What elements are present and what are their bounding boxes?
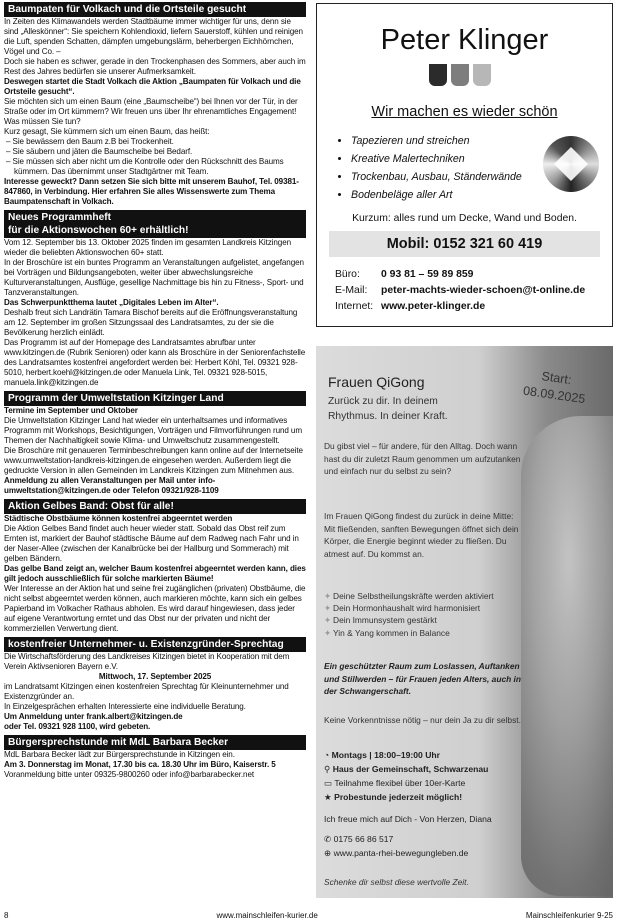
paragraph: Interesse geweckt? Dann setzen Sie sich bitte mit unserem Bauhof, Tel. 09381-847860, in Verbindung. Hier erfahren Sie alles Wissenswerte zum Thema Baumpatenschaft in Volkach.	[4, 177, 299, 206]
paragraph: Vom 12. September bis 13. Oktober 2025 finden im gesamten Landkreis Kitzingen wieder die beliebten Aktionswochen 60+ statt.	[4, 238, 291, 257]
info-time: Montags | 18:00–19:00 Uhr	[331, 750, 441, 760]
paragraph: Kurz gesagt, Sie kümmern sich um einen Baum, das heißt:	[4, 127, 210, 136]
headline-line: für die Aktionswochen 60+ erhältlich!	[8, 225, 189, 236]
sparkle-icon: ✦	[324, 603, 332, 614]
info-trial: Probestunde jederzeit möglich!	[334, 792, 463, 802]
service-item: • Bodenbeläge aller Art	[351, 186, 522, 204]
contact-value[interactable]: 0 93 81 – 59 89 859	[381, 269, 474, 280]
color-wheel-icon	[543, 136, 599, 192]
page-number: 8	[4, 911, 9, 920]
paragraph: oder Tel. 09321 928 1100, wird gebeten.	[4, 722, 151, 731]
tagline-rest: : alles rund um Decke, Wand und Boden.	[387, 213, 577, 224]
paragraph: Die Umweltstation Kitzinger Land hat wieder ein unterhaltsames und informatives Programm mit Workshops, Besichtigungen, Vorträgen und Filmvorführungen rund um Themen der Nachhaltigkeit sowie Klima- und Umweltschutz zusammengestellt.	[4, 416, 302, 445]
brand-name: Peter Klinger	[380, 24, 549, 56]
paint-buckets-logo	[429, 64, 491, 86]
paragraph: Im Frauen QiGong findest du zurück in deine Mitte: Mit fließenden, sanften Bewegungen öffnet sich dein Körper, die Energie beginnt wieder zu fließen. Du atmest auf. Du kommst an.	[324, 511, 519, 559]
benefit-text: Deine Selbstheilungskräfte werden aktiviert	[333, 591, 494, 601]
greeting: Ich freue mich auf Dich - Von Herzen, Diana	[324, 814, 492, 824]
benefit-item	[324, 602, 494, 614]
slogan: Wir machen es wieder schön	[371, 104, 558, 120]
info-place: Haus der Gemeinschaft, Schwarzenau	[332, 764, 489, 774]
ad-peter-klinger	[316, 3, 613, 327]
headline-gelbes-band: Aktion Gelbes Band: Obst für alle!	[4, 499, 306, 514]
benefits-list	[324, 590, 494, 639]
ticket-icon: ▭	[324, 778, 335, 788]
article-buergersprechstunde	[4, 735, 306, 780]
ad-title: Frauen QiGong	[328, 374, 425, 390]
paragraph: Anmeldung zu allen Veranstaltungen per Mail unter info-umweltstation@kitzingen.de oder Telefon 09321/928-1109	[4, 476, 219, 495]
ad-frauen-qigong	[316, 346, 613, 898]
paragraph: Sie möchten sich um einen Baum (eine „Baumscheibe“) bei Ihnen vor der Tür, in der Straße oder im Ort kümmern? Wir freuen uns über Ihr ehrenamtliches Engagement! Was müssen Sie tun?	[4, 97, 298, 126]
list-item: – Sie bewässern den Baum z.B bei Trockenheit.	[6, 137, 174, 146]
highlight-bold: Ein geschützter Raum zum Loslassen, Auftanken und Stillwerden – für Frauen jeden Alters, auch in der Schwangerschaft.	[324, 661, 522, 696]
paragraph: Mittwoch, 17. September 2025	[98, 672, 212, 681]
contact-label: Büro:	[335, 269, 360, 280]
services-list	[337, 132, 522, 204]
info-row	[324, 748, 492, 762]
contact-block	[335, 267, 585, 315]
headline-programmheft	[4, 210, 306, 238]
headline-sprechtag: kostenfreier Unternehmer- u. Existenzgründer-Sprechtag	[4, 637, 306, 652]
paragraph: Die Aktion Gelbes Band findet auch heuer wieder statt. Sobald das Obst reif zum Ernten ist, markiert der Bauhof städtische Bäume auf dem Radweg nach Fahr und in der Naser-Allee (zwischen der Kanalbrücke bei der Hallburg und Sommerach) mit gelben Bändern.	[4, 524, 299, 563]
ad-footer: Schenke dir selbst diese wertvolle Zeit.	[324, 877, 469, 887]
issue-label: Mainschleifenkurier 9-25	[525, 911, 613, 920]
benefit-text: Dein Hormonhaushalt wird harmonisiert	[333, 603, 481, 614]
article-umweltstation	[4, 391, 306, 496]
start-label: Start:	[540, 369, 573, 388]
clock-icon: ◔	[324, 750, 332, 760]
paragraph: Die Broschüre mit genaueren Terminbeschreibungen kann online auf der Internetseite www.umweltstation-landkreis-kitzingen.de eingesehen werden. Außerdem liegt die gedruckte Version in allen Gemeinden im Landkreis Kitzingen zum Mitnehmen aus.	[4, 446, 303, 475]
paragraph: Städtische Obstbäume können kostenfrei abgeerntet werden	[4, 514, 233, 523]
paragraph: im Landratsamt Kitzingen einen kostenfreien Sprechtag für Kleinunternehmer und Existenzgründer an.	[4, 682, 289, 701]
paragraph: Das Programm ist auf der Homepage des Landratsamtes abrufbar unter www.kitzingen.de (Rubrik Senioren) oder kann als Broschüre in der Seniorenfachstelle des Landratsamtes kostenfrei angefordert werden bei: Herbert Köhl, Tel. 09321 928-5010, herbert.koehl@kitzingen.de oder Manuela Link, Tel. 09321 928-5015, manuela.link@kitzingen.de	[4, 338, 306, 387]
article-sprechtag	[4, 637, 306, 732]
contact-row	[335, 299, 585, 315]
info-row	[324, 776, 492, 790]
benefit-text: Dein Immunsystem gestärkt	[333, 615, 437, 626]
paragraph: In der Broschüre ist ein buntes Programm an Veranstaltungen aufgelistet, angefangen bei Vorträgen und Bildungsangeboten, weiter über abwechslungsreiche Kulturveranstaltungen, Ausflüge, gesellige Nachmittage bis hin zu Fitness-, Sport- und Tanzveranstaltungen.	[4, 258, 304, 297]
website-link[interactable]: www.panta-rhei-bewegungleben.de	[333, 848, 469, 858]
paint-bucket-icon	[451, 64, 469, 86]
phone-icon: ✆	[324, 834, 334, 844]
info-row	[324, 790, 492, 804]
left-column	[4, 2, 306, 781]
ad-subtitle	[328, 394, 448, 424]
paragraph: Doch sie haben es schwer, gerade in den Trockenphasen des Sommers, aber auch im Rest des Jahres bedürfen sie unserer Aufmerksamkeit.	[4, 57, 306, 76]
paragraph: Das gelbe Band zeigt an, welcher Baum kostenfrei abgeerntet werden kann, dies gilt jedoch ausschließlich für solche markierten Bäume!	[4, 564, 306, 583]
paragraph: Voranmeldung bitte unter 09325-9800260 oder info@barbarabecker.net	[4, 770, 255, 779]
sparkle-icon: ✦	[324, 627, 332, 638]
list-item: – Sie säubern und jäten die Baumscheibe bei Bedarf.	[6, 147, 193, 156]
paint-bucket-icon	[473, 64, 491, 86]
contact-row	[335, 267, 585, 283]
info-fee: Teilnahme flexibel über 10er-Karte	[334, 778, 466, 788]
benefit-item	[324, 627, 494, 639]
subtitle-line: Zurück zu dir. In deinem	[328, 396, 438, 407]
star-icon: ★	[324, 792, 335, 802]
paragraph: Termine im September und Oktober	[4, 406, 138, 415]
sparkle-icon: ✦	[324, 591, 332, 601]
article-programmheft	[4, 210, 306, 388]
article-gelbes-band	[4, 499, 306, 634]
headline-umweltstation: Programm der Umweltstation Kitzinger Land	[4, 391, 306, 406]
tagline-bold: Kurzum	[352, 213, 388, 224]
service-item: • Kreative Malertechniken	[351, 150, 522, 168]
paragraph: In Zeiten des Klimawandels werden Stadtbäume immer wichtiger für uns, denn sie sind „Alleskönner“: Sie speichern Kohlendioxid, liefern Sauerstoff, kühlen und reinigen die Luft, spenden Schatten, dämpfen umgebungslärm, beherbergen Eichhörnchen, Vögel und Co. –	[4, 17, 303, 56]
footer-url[interactable]: www.mainschleifen-kurier.de	[216, 911, 318, 920]
globe-icon: ⊕	[324, 848, 334, 858]
subtitle-line: Rhythmus. In deiner Kraft.	[328, 411, 448, 422]
highlight-text	[324, 660, 534, 698]
paragraph: Die Wirtschaftsförderung des Landkreises Kitzingen bietet in Kooperation mit dem Verein Aktivsenioren Bayern e.V.	[4, 652, 290, 671]
portrait-photo	[521, 416, 613, 896]
service-item: • Trockenbau, Ausbau, Ständerwände	[351, 168, 522, 186]
contact-row	[335, 283, 585, 299]
mobile-number[interactable]: Mobil: 0152 321 60 419	[329, 231, 600, 257]
info-row	[324, 846, 492, 860]
page-footer	[4, 911, 613, 920]
paragraph: Deshalb freut sich Landrätin Tamara Bischof bereits auf die Eröffnungsveranstaltung am 12. September im großen Sitzungssaal des Landratsamtes, zu der sie die Bevölkerung herzlich einlädt.	[4, 308, 298, 337]
tagline	[317, 213, 612, 224]
contact-value[interactable]: www.peter-klinger.de	[381, 301, 486, 312]
headline-line: Neues Programmheft	[8, 212, 112, 223]
contact-label: Internet:	[335, 301, 374, 312]
sparkle-icon: ✦	[324, 615, 332, 626]
contact-label: E-Mail:	[335, 285, 368, 296]
paragraph: MdL Barbara Becker lädt zur Bürgersprechstunde in Kitzingen ein.	[4, 750, 235, 759]
start-value: 08.09.2025	[522, 383, 587, 407]
article-baumpaten	[4, 2, 306, 207]
service-item: • Tapezieren und streichen	[351, 132, 522, 150]
paragraph: Am 3. Donnerstag im Monat, 17.30 bis ca. 18.30 Uhr im Büro, Kaiserstr. 5	[4, 760, 276, 769]
info-row	[324, 832, 492, 846]
paragraph: In Einzelgesprächen erhalten Interessierte eine individuelle Beratung.	[4, 702, 246, 711]
paragraph: Du gibst viel – für andere, für den Alltag. Doch wann hast du dir zuletzt Raum genommen um aufzutanken und einfach nur du selbst zu sein?	[324, 441, 521, 476]
headline-buergersprechstunde: Bürgersprechstunde mit MdL Barbara Becker	[4, 735, 306, 750]
info-block	[324, 748, 492, 860]
location-pin-icon: ⚲	[324, 764, 333, 774]
benefit-text: Yin & Yang kommen in Balance	[333, 627, 450, 638]
headline-baumpaten: Baumpaten für Volkach und die Ortsteile gesucht	[4, 2, 306, 17]
paragraph: Das Schwerpunktthema lautet „Digitales Leben im Alter“.	[4, 298, 219, 307]
contact-value[interactable]: peter-machts-wieder-schoen@t-online.de	[381, 285, 586, 296]
list-item: – Sie müssen sich aber nicht um die Kontrolle oder den Rückschnitt des Baums kümmern. Das übernimmt unser Stadtgärtner mit Team.	[6, 157, 284, 176]
start-date	[522, 366, 589, 408]
benefit-item	[324, 614, 494, 626]
paragraph: Keine Vorkenntnisse nötig – nur dein Ja zu dir selbst.	[324, 715, 521, 725]
paragraph: Deswegen startet die Stadt Volkach die Aktion „Baumpaten für Volkach und die Ortsteile gesucht“.	[4, 77, 301, 96]
paragraph: Wer Interesse an der Aktion hat und seine frei zugänglichen (privaten) Obstbäume, die nicht selbst abgeerntet werden können, auch markieren möchte, kann sich ein gelbes Papierband im Volkacher Rathaus abholen. Es wird darauf hingewiesen, dass jeder auf eigene Verantwortung erntet und das Obst nur der privaten und nicht der kommerziellen Verwertung dient.	[4, 584, 306, 633]
paragraph: Um Anmeldung unter frank.albert@kitzingen.de	[4, 712, 183, 721]
phone-number[interactable]: 0175 66 86 517	[333, 834, 394, 844]
benefit-item	[324, 590, 494, 602]
info-row	[324, 762, 492, 776]
paint-bucket-icon	[429, 64, 447, 86]
